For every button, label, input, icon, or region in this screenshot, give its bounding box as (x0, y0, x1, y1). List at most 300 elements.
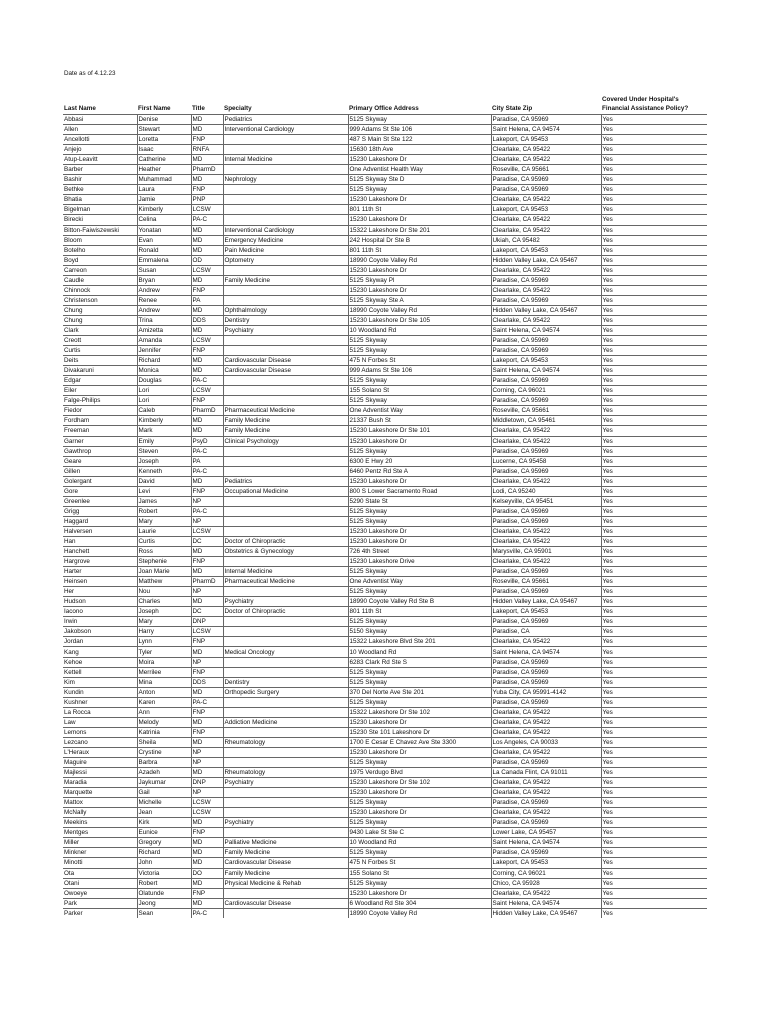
title-cell: FNP (191, 707, 223, 717)
title-cell: MD (191, 416, 223, 426)
specialty-cell (223, 758, 348, 768)
title-cell: DNP (191, 778, 223, 788)
first-name-cell: Heather (137, 165, 191, 175)
table-row (63, 225, 707, 235)
city-state-zip-cell: La Canada Flint, CA 91011 (491, 768, 601, 778)
city-state-zip-cell: Corning, CA 96021 (491, 868, 601, 878)
address-cell: 475 N Forbes St (348, 858, 491, 868)
address-cell: 15230 Lakeshore Dr (348, 526, 491, 536)
address-cell: 15630 18th Ave (348, 145, 491, 155)
address-cell: 15230 Lakeshore Dr (348, 195, 491, 205)
table-row (63, 888, 707, 898)
first-name-cell: Richard (137, 848, 191, 858)
title-cell: PA-C (191, 908, 223, 918)
city-state-zip-cell: Saint Helena, CA 94574 (491, 366, 601, 376)
covered-cell: Yes (601, 818, 707, 828)
covered-cell: Yes (601, 888, 707, 898)
first-name-cell: Lori (137, 396, 191, 406)
covered-cell: Yes (601, 506, 707, 516)
last-name-cell: Botelho (63, 245, 137, 255)
covered-cell: Yes (601, 205, 707, 215)
covered-cell: Yes (601, 115, 707, 125)
address-cell: 15230 Lakeshore Dr (348, 788, 491, 798)
specialty-cell (223, 808, 348, 818)
specialty-cell: Optometry (223, 255, 348, 265)
address-cell: 5125 Skyway (348, 798, 491, 808)
city-state-zip-cell: Clearlake, CA 95422 (491, 717, 601, 727)
first-name-cell: Loretta (137, 135, 191, 145)
specialty-cell (223, 205, 348, 215)
city-state-zip-cell: Paradise, CA 95969 (491, 798, 601, 808)
last-name-cell: Falge-Philips (63, 396, 137, 406)
specialty-cell: Palliative Medicine (223, 838, 348, 848)
address-cell: 15230 Lakeshore Dr (348, 285, 491, 295)
address-cell: 475 N Forbes St (348, 356, 491, 366)
covered-cell: Yes (601, 396, 707, 406)
specialty-cell (223, 888, 348, 898)
covered-cell: Yes (601, 315, 707, 325)
title-cell: PA-C (191, 697, 223, 707)
specialty-cell: Clinical Psychology (223, 436, 348, 446)
covered-cell: Yes (601, 406, 707, 416)
covered-cell: Yes (601, 737, 707, 747)
table-row (63, 416, 707, 426)
specialty-cell: Rheumatology (223, 768, 348, 778)
table-row (63, 808, 707, 818)
first-name-cell: Olatunde (137, 888, 191, 898)
title-cell: MD (191, 305, 223, 315)
covered-cell: Yes (601, 526, 707, 536)
last-name-cell: Barber (63, 165, 137, 175)
document-date: Date as of 4.12.23 (64, 70, 116, 77)
city-state-zip-cell: Paradise, CA 95969 (491, 466, 601, 476)
address-cell: 999 Adams St Ste 106 (348, 125, 491, 135)
title-cell: MD (191, 325, 223, 335)
table-row (63, 747, 707, 757)
city-state-zip-cell: Kelseyville, CA 95451 (491, 496, 601, 506)
last-name-cell: Lezcano (63, 737, 137, 747)
city-state-zip-cell: Lakeport, CA 95453 (491, 858, 601, 868)
last-name-cell: Harter (63, 567, 137, 577)
table-row (63, 285, 707, 295)
last-name-cell: Bigelman (63, 205, 137, 215)
last-name-cell: McNally (63, 808, 137, 818)
title-cell: PharmD (191, 165, 223, 175)
city-state-zip-cell: Paradise, CA 95969 (491, 587, 601, 597)
title-cell: MD (191, 687, 223, 697)
col-title: Title (191, 82, 223, 115)
last-name-cell: Deits (63, 356, 137, 366)
table-row (63, 245, 707, 255)
specialty-cell (223, 727, 348, 737)
first-name-cell: Gail (137, 788, 191, 798)
first-name-cell: Merrilee (137, 667, 191, 677)
covered-cell: Yes (601, 798, 707, 808)
city-state-zip-cell: Clearlake, CA 95422 (491, 155, 601, 165)
city-state-zip-cell: Lakeport, CA 95453 (491, 205, 601, 215)
title-cell: LCSW (191, 808, 223, 818)
specialty-cell (223, 908, 348, 918)
specialty-cell (223, 135, 348, 145)
address-cell: 5125 Skyway (348, 396, 491, 406)
provider-table (63, 82, 707, 918)
specialty-cell (223, 637, 348, 647)
table-row (63, 215, 707, 225)
title-cell: FNP (191, 727, 223, 737)
specialty-cell: Internal Medicine (223, 567, 348, 577)
covered-cell: Yes (601, 245, 707, 255)
last-name-cell: Chung (63, 305, 137, 315)
address-cell: 15230 Lakeshore Dr Ste 102 (348, 778, 491, 788)
city-state-zip-cell: Roseville, CA 95661 (491, 577, 601, 587)
city-state-zip-cell: Lakeport, CA 95453 (491, 245, 601, 255)
title-cell: DDS (191, 315, 223, 325)
last-name-cell: Gore (63, 486, 137, 496)
specialty-cell: Family Medicine (223, 416, 348, 426)
first-name-cell: Douglas (137, 376, 191, 386)
title-cell: MD (191, 366, 223, 376)
last-name-cell: Freeman (63, 426, 137, 436)
table-row (63, 165, 707, 175)
specialty-cell (223, 697, 348, 707)
table-row (63, 446, 707, 456)
table-row (63, 346, 707, 356)
specialty-cell (223, 557, 348, 567)
specialty-cell (223, 828, 348, 838)
city-state-zip-cell: Paradise, CA 95969 (491, 336, 601, 346)
last-name-cell: Kim (63, 677, 137, 687)
first-name-cell: Mina (137, 677, 191, 687)
first-name-cell: Mary (137, 516, 191, 526)
first-name-cell: Ronald (137, 245, 191, 255)
last-name-cell: Iacono (63, 607, 137, 617)
last-name-cell: Han (63, 536, 137, 546)
last-name-cell: Abbasi (63, 115, 137, 125)
table-row (63, 717, 707, 727)
first-name-cell: Bryan (137, 275, 191, 285)
title-cell: MD (191, 567, 223, 577)
table-row (63, 587, 707, 597)
city-state-zip-cell: Clearlake, CA 95422 (491, 265, 601, 275)
last-name-cell: Carreon (63, 265, 137, 275)
specialty-cell (223, 667, 348, 677)
specialty-cell (223, 165, 348, 175)
city-state-zip-cell: Clearlake, CA 95422 (491, 285, 601, 295)
table-row (63, 697, 707, 707)
table-body (63, 115, 707, 918)
covered-cell: Yes (601, 747, 707, 757)
city-state-zip-cell: Paradise, CA 95969 (491, 396, 601, 406)
last-name-cell: Greenlee (63, 496, 137, 506)
address-cell: 15322 Lakeshore Dr Ste 102 (348, 707, 491, 717)
last-name-cell: Mattox (63, 798, 137, 808)
covered-cell: Yes (601, 225, 707, 235)
table-row (63, 788, 707, 798)
last-name-cell: Clark (63, 325, 137, 335)
address-cell: 18990 Coyote Valley Rd (348, 305, 491, 315)
specialty-cell (223, 707, 348, 717)
specialty-cell (223, 456, 348, 466)
covered-cell: Yes (601, 597, 707, 607)
first-name-cell: Crystine (137, 747, 191, 757)
covered-cell: Yes (601, 577, 707, 587)
first-name-cell: Kenneth (137, 466, 191, 476)
first-name-cell: Gregory (137, 838, 191, 848)
city-state-zip-cell: Lakeport, CA 95453 (491, 607, 601, 617)
address-cell: 6283 Clark Rd Ste S (348, 657, 491, 667)
last-name-cell: Lemons (63, 727, 137, 737)
covered-cell: Yes (601, 325, 707, 335)
title-cell: FNP (191, 135, 223, 145)
first-name-cell: Levi (137, 486, 191, 496)
title-cell: PNP (191, 195, 223, 205)
table-row (63, 516, 707, 526)
specialty-cell (223, 346, 348, 356)
covered-cell: Yes (601, 717, 707, 727)
specialty-cell: Family Medicine (223, 868, 348, 878)
specialty-cell: Doctor of Chiropractic (223, 536, 348, 546)
city-state-zip-cell: Los Angeles, CA 90033 (491, 737, 601, 747)
city-state-zip-cell: Saint Helena, CA 94574 (491, 898, 601, 908)
last-name-cell: Bloom (63, 235, 137, 245)
first-name-cell: Emily (137, 436, 191, 446)
address-cell: 15322 Lakeshore Blvd Ste 201 (348, 637, 491, 647)
first-name-cell: Robert (137, 878, 191, 888)
table-row (63, 607, 707, 617)
covered-cell: Yes (601, 627, 707, 637)
city-state-zip-cell: Hidden Valley Lake, CA 95467 (491, 255, 601, 265)
table-row (63, 145, 707, 155)
address-cell: 5290 State St (348, 496, 491, 506)
title-cell: MD (191, 275, 223, 285)
covered-cell: Yes (601, 878, 707, 888)
specialty-cell: Occupational Medicine (223, 486, 348, 496)
table-row (63, 456, 707, 466)
last-name-cell: Hudson (63, 597, 137, 607)
first-name-cell: Kirk (137, 818, 191, 828)
last-name-cell: Irwin (63, 617, 137, 627)
table-row (63, 737, 707, 747)
first-name-cell: Caleb (137, 406, 191, 416)
city-state-zip-cell: Lodi, CA 95240 (491, 486, 601, 496)
address-cell: 5125 Skyway (348, 336, 491, 346)
title-cell: NP (191, 496, 223, 506)
first-name-cell: Stephenie (137, 557, 191, 567)
table-row (63, 366, 707, 376)
specialty-cell: Nephrology (223, 175, 348, 185)
last-name-cell: Edgar (63, 376, 137, 386)
address-cell: 15230 Lakeshore Dr (348, 717, 491, 727)
last-name-cell: Miller (63, 838, 137, 848)
specialty-cell (223, 185, 348, 195)
address-cell: 5125 Skyway (348, 115, 491, 125)
covered-cell: Yes (601, 908, 707, 918)
specialty-cell (223, 396, 348, 406)
city-state-zip-cell: Paradise, CA 95969 (491, 667, 601, 677)
covered-cell: Yes (601, 536, 707, 546)
table-row (63, 868, 707, 878)
title-cell: RNFA (191, 145, 223, 155)
table-row (63, 115, 707, 125)
specialty-cell (223, 747, 348, 757)
title-cell: FNP (191, 396, 223, 406)
address-cell: 155 Solano St (348, 868, 491, 878)
title-cell: MD (191, 155, 223, 165)
city-state-zip-cell: Paradise, CA (491, 627, 601, 637)
last-name-cell: Her (63, 587, 137, 597)
specialty-cell: Pediatrics (223, 115, 348, 125)
covered-cell: Yes (601, 808, 707, 818)
last-name-cell: Bitton-Faiwiszewski (63, 225, 137, 235)
table-row (63, 577, 707, 587)
covered-cell: Yes (601, 547, 707, 557)
address-cell: 15230 Lakeshore Dr Ste 105 (348, 315, 491, 325)
specialty-cell: Internal Medicine (223, 155, 348, 165)
covered-cell: Yes (601, 667, 707, 677)
table-row (63, 677, 707, 687)
title-cell: MD (191, 848, 223, 858)
col-city-state-zip: City State Zip (491, 82, 601, 115)
table-row (63, 768, 707, 778)
first-name-cell: Catherine (137, 155, 191, 165)
address-cell: 15230 Lakeshore Dr (348, 215, 491, 225)
table-row (63, 396, 707, 406)
first-name-cell: Michelle (137, 798, 191, 808)
covered-cell: Yes (601, 587, 707, 597)
covered-cell: Yes (601, 868, 707, 878)
first-name-cell: Jennifer (137, 346, 191, 356)
table-row (63, 295, 707, 305)
last-name-cell: Park (63, 898, 137, 908)
specialty-cell: Pharmaceutical Medicine (223, 406, 348, 416)
city-state-zip-cell: Clearlake, CA 95422 (491, 436, 601, 446)
title-cell: FNP (191, 888, 223, 898)
last-name-cell: Garner (63, 436, 137, 446)
city-state-zip-cell: Clearlake, CA 95422 (491, 476, 601, 486)
address-cell: One Adventist Way (348, 406, 491, 416)
address-cell: 487 S Main St Ste 122 (348, 135, 491, 145)
address-cell: 5125 Skyway Pl (348, 275, 491, 285)
table-row (63, 235, 707, 245)
city-state-zip-cell: Saint Helena, CA 94574 (491, 325, 601, 335)
title-cell: PA-C (191, 506, 223, 516)
table-row (63, 687, 707, 697)
table-row (63, 657, 707, 667)
specialty-cell: Interventional Cardiology (223, 125, 348, 135)
table-row (63, 878, 707, 888)
covered-cell: Yes (601, 386, 707, 396)
address-cell: 242 Hospital Dr Ste B (348, 235, 491, 245)
city-state-zip-cell: Clearlake, CA 95422 (491, 215, 601, 225)
covered-cell: Yes (601, 687, 707, 697)
specialty-cell (223, 386, 348, 396)
address-cell: 5125 Skyway (348, 506, 491, 516)
table-row (63, 858, 707, 868)
address-cell: 15230 Lakeshore Dr (348, 747, 491, 757)
first-name-cell: Stewart (137, 125, 191, 135)
covered-cell: Yes (601, 265, 707, 275)
table-row (63, 798, 707, 808)
title-cell: FNP (191, 637, 223, 647)
covered-cell: Yes (601, 858, 707, 868)
last-name-cell: Creott (63, 336, 137, 346)
specialty-cell: Psychiatry (223, 818, 348, 828)
address-cell: 10 Woodland Rd (348, 647, 491, 657)
title-cell: FNP (191, 828, 223, 838)
col-first-name: First Name (137, 82, 191, 115)
city-state-zip-cell: Hidden Valley Lake, CA 95467 (491, 908, 601, 918)
address-cell: 5125 Skyway (348, 848, 491, 858)
city-state-zip-cell: Lakeport, CA 95453 (491, 356, 601, 366)
last-name-cell: Chinnock (63, 285, 137, 295)
specialty-cell: Psychiatry (223, 597, 348, 607)
title-cell: PharmD (191, 406, 223, 416)
specialty-cell (223, 336, 348, 346)
last-name-cell: Kang (63, 647, 137, 657)
address-cell: 15230 Lakeshore Dr Ste 101 (348, 426, 491, 436)
table-row (63, 727, 707, 737)
last-name-cell: Grigg (63, 506, 137, 516)
title-cell: FNP (191, 285, 223, 295)
title-cell: MD (191, 838, 223, 848)
last-name-cell: Ancellotti (63, 135, 137, 145)
last-name-cell: Otani (63, 878, 137, 888)
covered-cell: Yes (601, 255, 707, 265)
city-state-zip-cell: Hidden Valley Lake, CA 95467 (491, 597, 601, 607)
first-name-cell: James (137, 496, 191, 506)
address-cell: 5125 Skyway (348, 567, 491, 577)
title-cell: MD (191, 647, 223, 657)
title-cell: MD (191, 878, 223, 888)
specialty-cell: Ophthalmology (223, 305, 348, 315)
city-state-zip-cell: Clearlake, CA 95422 (491, 315, 601, 325)
specialty-cell (223, 376, 348, 386)
last-name-cell: Bethke (63, 185, 137, 195)
title-cell: MD (191, 858, 223, 868)
first-name-cell: Karen (137, 697, 191, 707)
last-name-cell: Caudle (63, 275, 137, 285)
last-name-cell: Gillen (63, 466, 137, 476)
address-cell: 5125 Skyway (348, 516, 491, 526)
table-row (63, 466, 707, 476)
city-state-zip-cell: Marysville, CA 95901 (491, 547, 601, 557)
address-cell: 1700 E Cesar E Chavez Ave Ste 3300 (348, 737, 491, 747)
col-last-name: Last Name (63, 82, 137, 115)
table-row (63, 567, 707, 577)
first-name-cell: Lori (137, 386, 191, 396)
table-row (63, 315, 707, 325)
specialty-cell (223, 446, 348, 456)
first-name-cell: Katrinia (137, 727, 191, 737)
title-cell: MD (191, 717, 223, 727)
first-name-cell: Richard (137, 356, 191, 366)
covered-cell: Yes (601, 848, 707, 858)
table-header (63, 82, 707, 115)
title-cell: LCSW (191, 265, 223, 275)
city-state-zip-cell: Paradise, CA 95969 (491, 567, 601, 577)
address-cell: 6 Woodland Rd Ste 304 (348, 898, 491, 908)
city-state-zip-cell: Paradise, CA 95969 (491, 175, 601, 185)
last-name-cell: Jakobson (63, 627, 137, 637)
specialty-cell: Pharmaceutical Medicine (223, 577, 348, 587)
address-cell: 15230 Lakeshore Dr (348, 436, 491, 446)
last-name-cell: Kettell (63, 667, 137, 677)
address-cell: 5125 Skyway (348, 697, 491, 707)
title-cell: MD (191, 225, 223, 235)
first-name-cell: David (137, 476, 191, 486)
table-row (63, 597, 707, 607)
city-state-zip-cell: Paradise, CA 95969 (491, 516, 601, 526)
